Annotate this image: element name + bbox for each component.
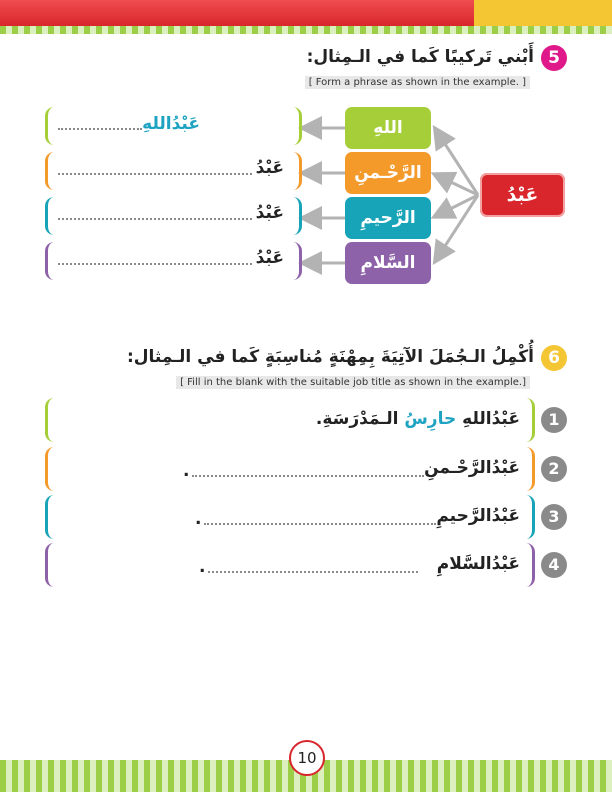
- exercise-5-hint: [ Form a phrase as shown in the example. ]: [305, 76, 530, 89]
- answer-dots-4: [58, 263, 252, 265]
- sentence-3-period: .: [195, 509, 202, 529]
- target-word-box-4: السَّلامِ: [345, 242, 431, 284]
- header-red-band: [0, 0, 474, 26]
- exercise-5-number: 5: [541, 45, 567, 71]
- sentence-number-3: 3: [541, 504, 567, 530]
- answer-dots-3: [58, 218, 252, 220]
- answer-dots-2: [58, 173, 252, 175]
- sentence-1-example: [316, 409, 520, 429]
- sentence-3-name: عَبْدُالرَّحيمِ: [436, 506, 520, 526]
- sentence-number-2: 2: [541, 456, 567, 482]
- sentence-1-job: حارِسُ: [404, 409, 457, 429]
- answer-prefix-4: عَبْدُ: [255, 248, 284, 268]
- answer-example: عَبْدُاللهِ: [142, 114, 200, 134]
- sentence-number-4: 4: [541, 552, 567, 578]
- exercise-6-hint: [ Fill in the blank with the suitable job title as shown in the example.]: [176, 376, 530, 389]
- answer-prefix-2: عَبْدُ: [255, 158, 284, 178]
- sentence-number-1: 1: [541, 407, 567, 433]
- answer-dots-1: [58, 128, 142, 130]
- header-stripes: [0, 26, 612, 34]
- header-yellow-band: [474, 0, 612, 26]
- sentence-4-period: .: [199, 557, 206, 577]
- answer-prefix-3: عَبْدُ: [255, 203, 284, 223]
- sentence-1-name: عَبْدُاللهِ: [462, 409, 520, 429]
- exercise-5-title: أَبْني تَركيبًا كَما في الـمِثال:: [306, 47, 534, 67]
- target-word-box-1: اللهِ: [345, 107, 431, 149]
- sentence-2-name: عَبْدُالرَّحْـمنِ: [424, 458, 520, 478]
- source-word-box: عَبْدُ: [480, 173, 565, 217]
- target-word-box-3: الرَّحيمِ: [345, 197, 431, 239]
- exercise-6-title: أُكْمِلُ الـجُمَلَ الآتِيَةَ بِمِهْنَةٍ مُناسِبَةٍ كَما في الـمِثال:: [126, 347, 534, 367]
- sentence-4-name: عَبْدُالسَّلامِ: [436, 554, 520, 574]
- sentence-4-dots: [208, 571, 418, 573]
- target-word-box-2: الرَّحْـمنِ: [345, 152, 431, 194]
- sentence-2-period: .: [183, 461, 190, 481]
- page-number: 10: [289, 740, 325, 776]
- sentence-2-dots: [192, 475, 424, 477]
- sentence-1-rest: الـمَدْرَسَةِ.: [315, 409, 399, 429]
- sentence-3-dots: [204, 523, 436, 525]
- exercise-6-number: 6: [541, 345, 567, 371]
